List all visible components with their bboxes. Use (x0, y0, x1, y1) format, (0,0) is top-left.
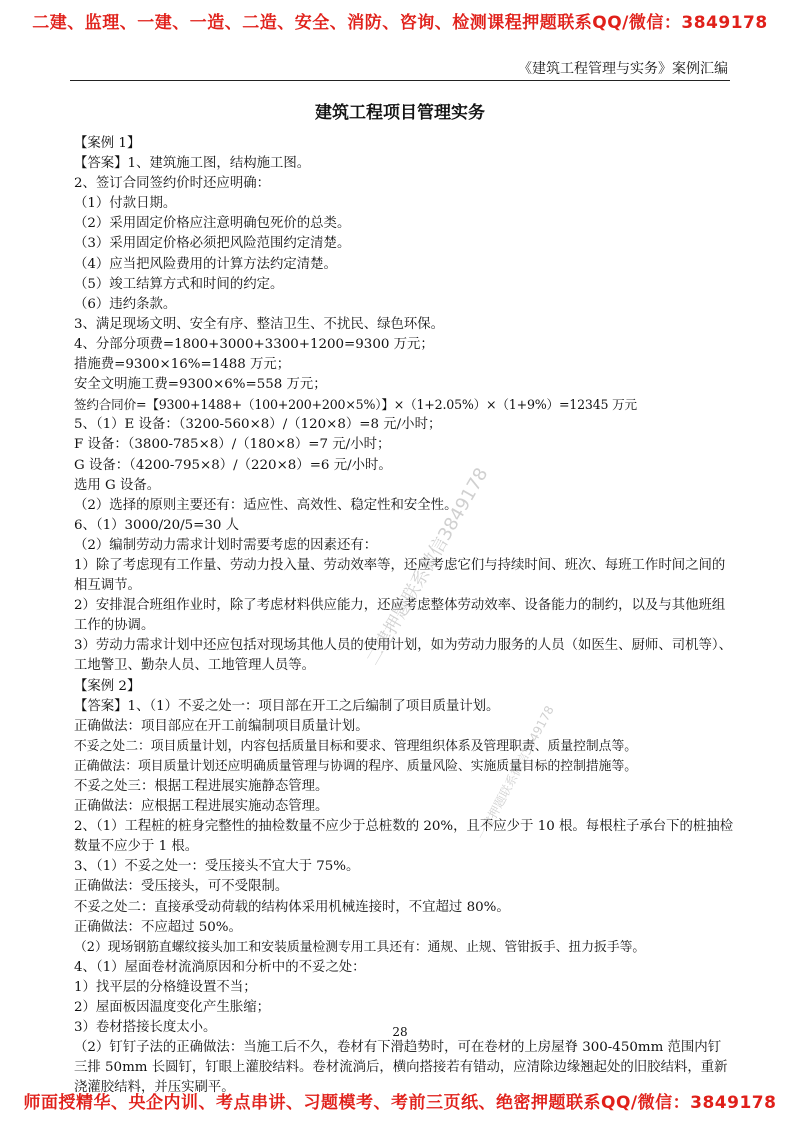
text-line: （2）选择的原则主要还有：适应性、高效性、稳定性和安全性。 (74, 497, 458, 513)
text-line: 正确做法：不应超过 50%。 (74, 919, 242, 935)
text-line: 不妥之处二：直接承受动荷载的结构体采用机械连接时，不宜超过 80%。 (74, 899, 510, 915)
text-line: 签约合同价=【9300+1488+（100+200+200×5%）】×（1+2.05%）×（1+9%）=12345 万元 (74, 397, 637, 413)
text-paragraph: 1）除了考虑现有工作量、劳动力投入量、劳动效率等，还应考虑它们与持续时间、班次、每班工作时间之间的相互调节。 (74, 557, 726, 594)
text-line: 【答案】1、建筑施工图，结构施工图。 (74, 156, 311, 172)
top-banner: 二建、监理、一建、一造、二造、安全、消防、咨询、检测课程押题联系QQ/微信：3849178 (32, 13, 768, 33)
text-line: 2）屋面板因温度变化产生胀缩； (74, 1000, 270, 1016)
text-line: （4）应当把风险费用的计算方法约定清楚。 (74, 256, 337, 272)
text-line: 安全文明施工费=9300×6%=558 万元； (74, 377, 327, 393)
header-divider (70, 80, 730, 81)
text-line: 4、（1）屋面卷材流淌原因和分析中的不妥之处： (74, 959, 366, 975)
text-line: 不妥之处三：根据工程进展实施静态管理。 (74, 779, 329, 794)
text-line: 3）卷材搭接长度太小。 (74, 1020, 217, 1036)
watermark-text: 一建押题联系微信3849178 (474, 703, 557, 843)
text-line: 措施费=9300×16%=1488 万元； (74, 357, 291, 373)
text-line: 3、满足现场文明、安全有序、整洁卫生、不扰民、绿色环保。 (74, 316, 445, 332)
page-number: 28 (392, 1025, 408, 1039)
bottom-banner: 师面授精华、央企内训、考点串讲、习题模考、考前三页纸、绝密押题联系QQ/微信：3849178 (23, 1093, 777, 1113)
text-line: 正确做法：项目质量计划还应明确质量管理与协调的程序、质量风险、实施质量目标的控制措施等。 (74, 758, 638, 774)
text-line: 【案例 2】 (74, 678, 141, 694)
text-line: 5、（1）E 设备：（3200-560×8）/（120×8）=8 元/小时； (74, 417, 442, 433)
text-paragraph: 2、（1）工程桩的桩身完整性的抽检数量不应少于总桩数的 20%，且不应少于 10 根。每根柱子承台下的桩抽检数量不应少于 1 根。 (74, 819, 734, 855)
text-line: 6、（1）3000/20/5=30 人 (74, 517, 240, 533)
text-line: 1）找平层的分格缝设置不当； (74, 979, 257, 995)
running-header: 《建筑工程管理与实务》案例汇编 (518, 61, 728, 77)
text-line: （2）编制劳动力需求计划时需要考虑的因素还有： (74, 537, 378, 553)
text-line: 正确做法：受压接头，可不受限制。 (74, 879, 289, 895)
text-paragraph: （2）钉钉子法的正确做法：当施工后不久，卷材有下滑趋势时，可在卷材的上房屋脊 300-450mm 范围内钉三排 50mm 长圆钉，钉眼上灌胶结料。卷材流淌后，横向搭接若有错动，应清除边缘翘起处的旧胶结料，重新浇灌胶结料，并压实刷平。 (74, 1040, 728, 1096)
text-line: 【答案】1、（1）不妥之处一：项目部在开工之后编制了项目质量计划。 (74, 698, 500, 714)
text-line: 【案例 1】 (74, 136, 141, 151)
text-paragraph: 2）安排混合班组作业时，除了考虑材料供应能力，还应考虑整体劳动效率、设备能力的制约，以及与其他班组工作的协调。 (74, 598, 726, 634)
text-line: F 设备：（3800-785×8）/（180×8）=7 元/小时； (74, 437, 391, 453)
text-line: 2、签订合同签约价时还应明确： (74, 176, 270, 192)
text-line: 4、分部分项费=1800+3000+3300+1200=9300 万元； (74, 336, 434, 352)
text-line: （2）现场钢筋直螺纹接头加工和安装质量检测专用工具还有：通规、止规、管钳扳手、扭力扳手等。 (74, 939, 646, 955)
text-line: （2）采用固定价格应注意明确包死价的总类。 (74, 216, 351, 232)
text-line: 3、（1）不妥之处一：受压接头不宜大于 75%。 (74, 859, 360, 875)
text-line: （3）采用固定价格必须把风险范围约定清楚。 (74, 236, 351, 252)
text-line: 选用 G 设备。 (74, 477, 161, 493)
text-line: （1）付款日期。 (74, 196, 177, 212)
text-line: （6）违约条款。 (74, 296, 177, 312)
text-line: 不妥之处二：项目质量计划，内容包括质量目标和要求、管理组织体系及管理职责、质量控制点等。 (74, 738, 638, 754)
text-line: G 设备：（4200-795×8）/（220×8）=6 元/小时。 (74, 457, 392, 473)
text-line: 正确做法：项目部应在开工前编制项目质量计划。 (74, 718, 369, 734)
text-paragraph: 3）劳动力需求计划中还应包括对现场其他人员的使用计划，如为劳动力服务的人员（如医生、厨师、司机等）、工地警卫、勤杂人员、工地管理人员等。 (74, 638, 732, 674)
document-title: 建筑工程项目管理实务 (315, 103, 485, 123)
watermark-text: 二建押题联系微信3849178 (362, 464, 493, 669)
text-line: 正确做法：应根据工程进展实施动态管理。 (74, 799, 329, 815)
text-line: （5）竣工结算方式和时间的约定。 (74, 276, 284, 292)
